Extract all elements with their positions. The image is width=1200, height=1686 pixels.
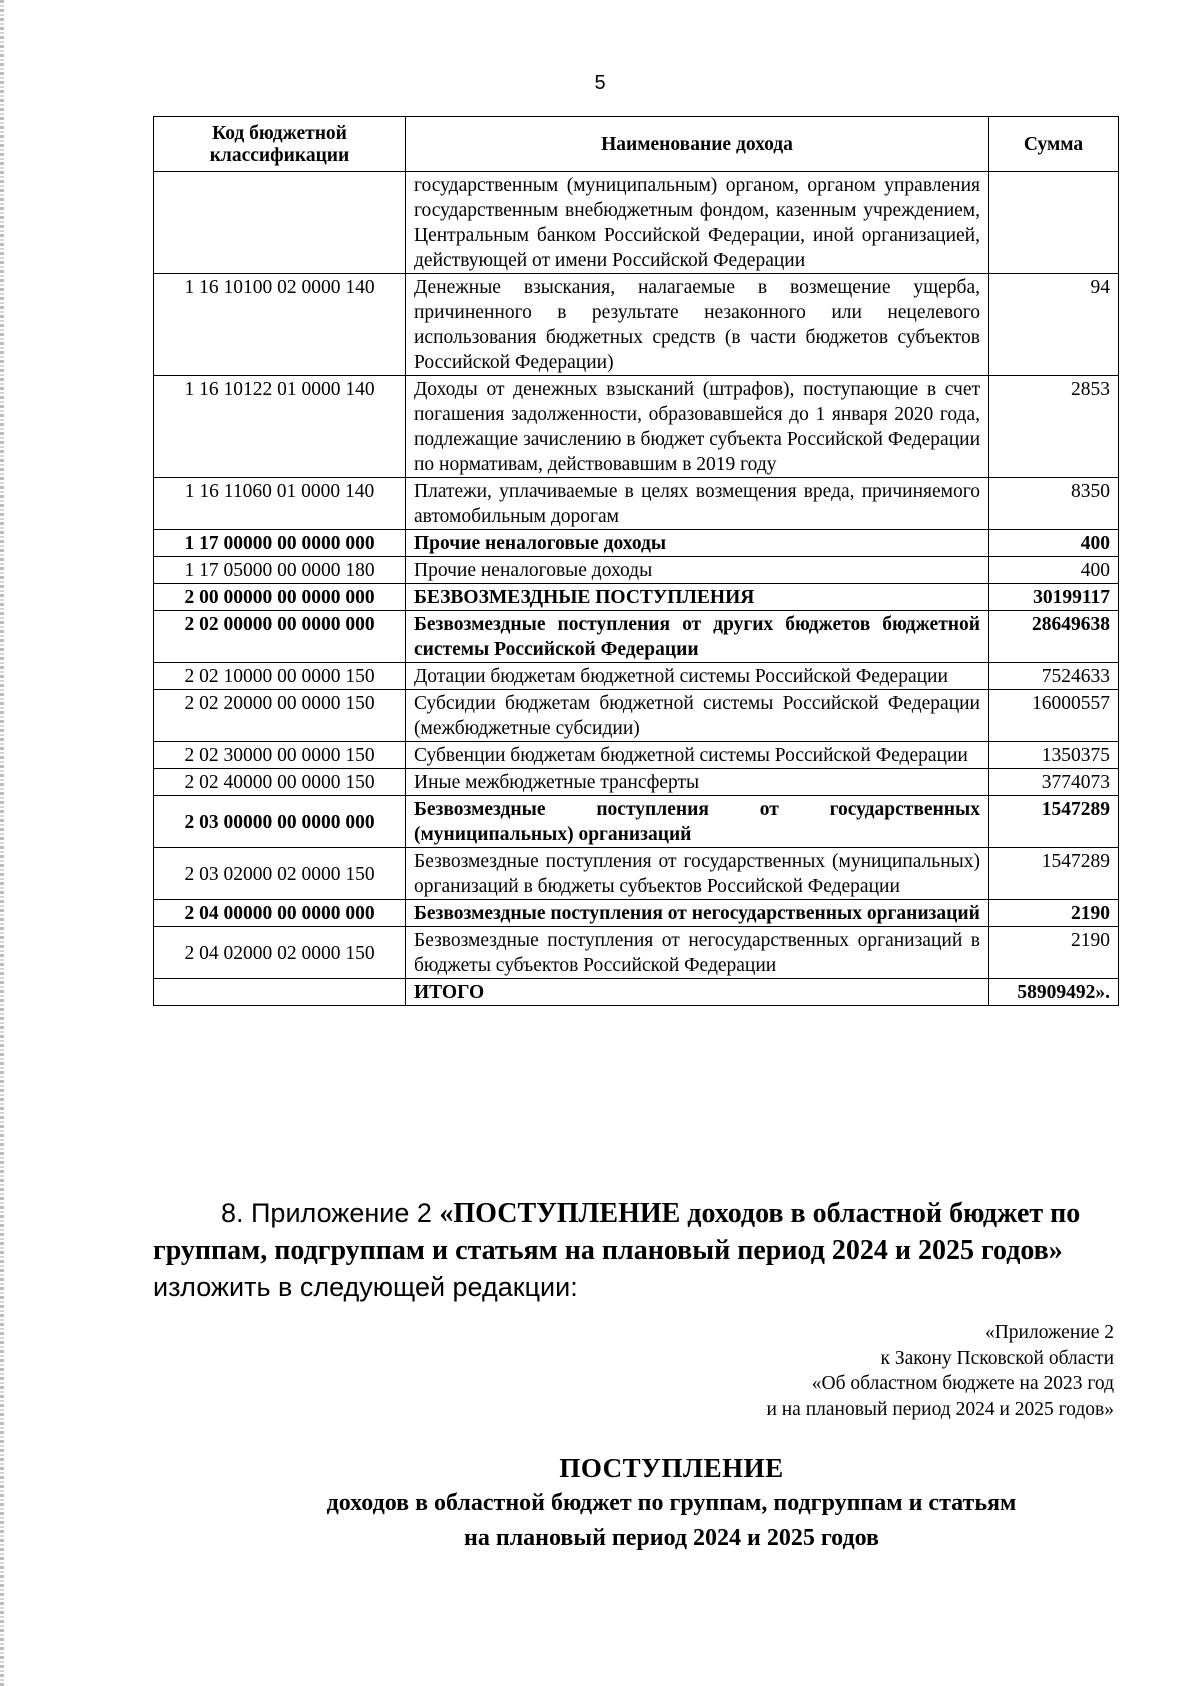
name-cell: Безвозмездные поступления от негосударственных организаций в бюджеты субъектов Российской Федерации: [406, 927, 989, 979]
code-cell: 2 00 00000 00 0000 000: [154, 584, 406, 611]
table-header-row: [154, 117, 1119, 172]
table-row: [154, 927, 1119, 979]
name-cell: Субвенции бюджетам бюджетной системы Российской Федерации: [406, 742, 989, 769]
code-cell: 2 03 02000 02 0000 150: [154, 848, 406, 900]
name-cell: Субсидии бюджетам бюджетной системы Российской Федерации (межбюджетные субсидии): [406, 690, 989, 742]
table-row: [154, 900, 1119, 927]
amendment-paragraph: [153, 1195, 1115, 1305]
sum-cell: 8350: [989, 478, 1119, 530]
code-cell: 1 16 10100 02 0000 140: [154, 274, 406, 376]
appendix-heading: [766, 1320, 1114, 1422]
table-row: [154, 690, 1119, 742]
name-cell: Прочие неналоговые доходы: [406, 557, 989, 584]
table-row: [154, 557, 1119, 584]
name-cell: Прочие неналоговые доходы: [406, 530, 989, 557]
table-row: [154, 979, 1119, 1006]
paragraph-bold: «ПОСТУПЛЕНИЕ доходов в областной бюджет по группам, подгруппам и статьям на плановый период 2024 и 2025 годов»: [153, 1198, 1081, 1266]
code-cell: 2 02 30000 00 0000 150: [154, 742, 406, 769]
table-row: [154, 742, 1119, 769]
sum-cell: 400: [989, 557, 1119, 584]
income-table: [153, 116, 1119, 1006]
table-row: [154, 848, 1119, 900]
sum-cell: [989, 172, 1119, 274]
sum-cell: 2190: [989, 900, 1119, 927]
name-cell: Денежные взыскания, налагаемые в возмещение ущерба, причиненного в результате незаконного или нецелевого использования бюджетных средств (в части бюджетов субъектов Российской Федерации): [406, 274, 989, 376]
name-cell: государственным (муниципальным) органом, органом управления государственным внебюджетным фондом, казенным учреждением, Центральным банком Российской Федерации, иной организацией, действующей от имени Российской Федерации: [406, 172, 989, 274]
sum-cell: 7524633: [989, 663, 1119, 690]
name-cell: БЕЗВОЗМЕЗДНЫЕ ПОСТУПЛЕНИЯ: [406, 584, 989, 611]
scan-edge: [0, 0, 4, 1686]
table-row: [154, 530, 1119, 557]
sum-cell: 58909492».: [989, 979, 1119, 1006]
appendix-line: к Закону Псковской области: [880, 1347, 1114, 1369]
paragraph-tail: изложить в следующей редакции:: [153, 1272, 578, 1302]
table-row: [154, 769, 1119, 796]
sum-cell: 30199117: [989, 584, 1119, 611]
page-number: 5: [594, 72, 606, 94]
code-cell: 2 04 02000 02 0000 150: [154, 927, 406, 979]
sum-cell: 1547289: [989, 848, 1119, 900]
code-cell: 2 02 20000 00 0000 150: [154, 690, 406, 742]
table-row: [154, 172, 1119, 274]
appendix-line: и на плановый период 2024 и 2025 годов»: [766, 1398, 1114, 1420]
name-cell: Доходы от денежных взысканий (штрафов), поступающие в счет погашения задолженности, образовавшейся до 1 января 2020 года, подлежащие зачислению в бюджет субъекта Российской Федерации по нормативам, действовавшим в 2019 году: [406, 376, 989, 478]
name-cell: Безвозмездные поступления от негосударственных организаций: [406, 900, 989, 927]
table-row: [154, 274, 1119, 376]
table-row: [154, 376, 1119, 478]
name-cell: Безвозмездные поступления от других бюджетов бюджетной системы Российской Федерации: [406, 611, 989, 663]
code-cell: 1 16 10122 01 0000 140: [154, 376, 406, 478]
code-cell: 1 16 11060 01 0000 140: [154, 478, 406, 530]
name-cell: Платежи, уплачиваемые в целях возмещения вреда, причиняемого автомобильным дорогам: [406, 478, 989, 530]
code-cell: 2 04 00000 00 0000 000: [154, 900, 406, 927]
sum-cell: 16000557: [989, 690, 1119, 742]
sum-cell: 2853: [989, 376, 1119, 478]
paragraph-number: 8. Приложение 2: [221, 1198, 440, 1228]
title-sub: доходов в областной бюджет по группам, подгруппам и статьям: [326, 1490, 1017, 1516]
section-title: [0, 1450, 1200, 1556]
code-cell: 2 02 10000 00 0000 150: [154, 663, 406, 690]
name-cell: Безвозмездные поступления от государственных (муниципальных) организаций: [406, 796, 989, 848]
header-code: Код бюджетной классификации: [154, 117, 406, 172]
code-cell: [154, 979, 406, 1006]
name-cell: Безвозмездные поступления от государственных (муниципальных) организаций в бюджеты субъектов Российской Федерации: [406, 848, 989, 900]
appendix-line: «Об областном бюджете на 2023 год: [811, 1373, 1114, 1394]
appendix-line: «Приложение 2: [984, 1322, 1114, 1343]
sum-cell: 400: [989, 530, 1119, 557]
code-cell: 1 17 05000 00 0000 180: [154, 557, 406, 584]
table-row: [154, 584, 1119, 611]
sum-cell: 94: [989, 274, 1119, 376]
table-row: [154, 796, 1119, 848]
table-row: [154, 478, 1119, 530]
sum-cell: 1350375: [989, 742, 1119, 769]
header-name: Наименование дохода: [406, 117, 989, 172]
code-cell: 2 03 00000 00 0000 000: [154, 796, 406, 848]
sum-cell: 28649638: [989, 611, 1119, 663]
table-row: [154, 611, 1119, 663]
code-cell: 2 02 00000 00 0000 000: [154, 611, 406, 663]
sum-cell: 3774073: [989, 769, 1119, 796]
code-cell: [154, 172, 406, 274]
code-cell: 1 17 00000 00 0000 000: [154, 530, 406, 557]
title-main: ПОСТУПЛЕНИЕ: [559, 1453, 784, 1483]
header-sum: Сумма: [989, 117, 1119, 172]
table-row: [154, 663, 1119, 690]
name-cell: Дотации бюджетам бюджетной системы Российской Федерации: [406, 663, 989, 690]
code-cell: 2 02 40000 00 0000 150: [154, 769, 406, 796]
sum-cell: 2190: [989, 927, 1119, 979]
name-cell: Иные межбюджетные трансферты: [406, 769, 989, 796]
title-sub: на плановый период 2024 и 2025 годов: [464, 1525, 879, 1551]
sum-cell: 1547289: [989, 796, 1119, 848]
name-cell: ИТОГО: [406, 979, 989, 1006]
